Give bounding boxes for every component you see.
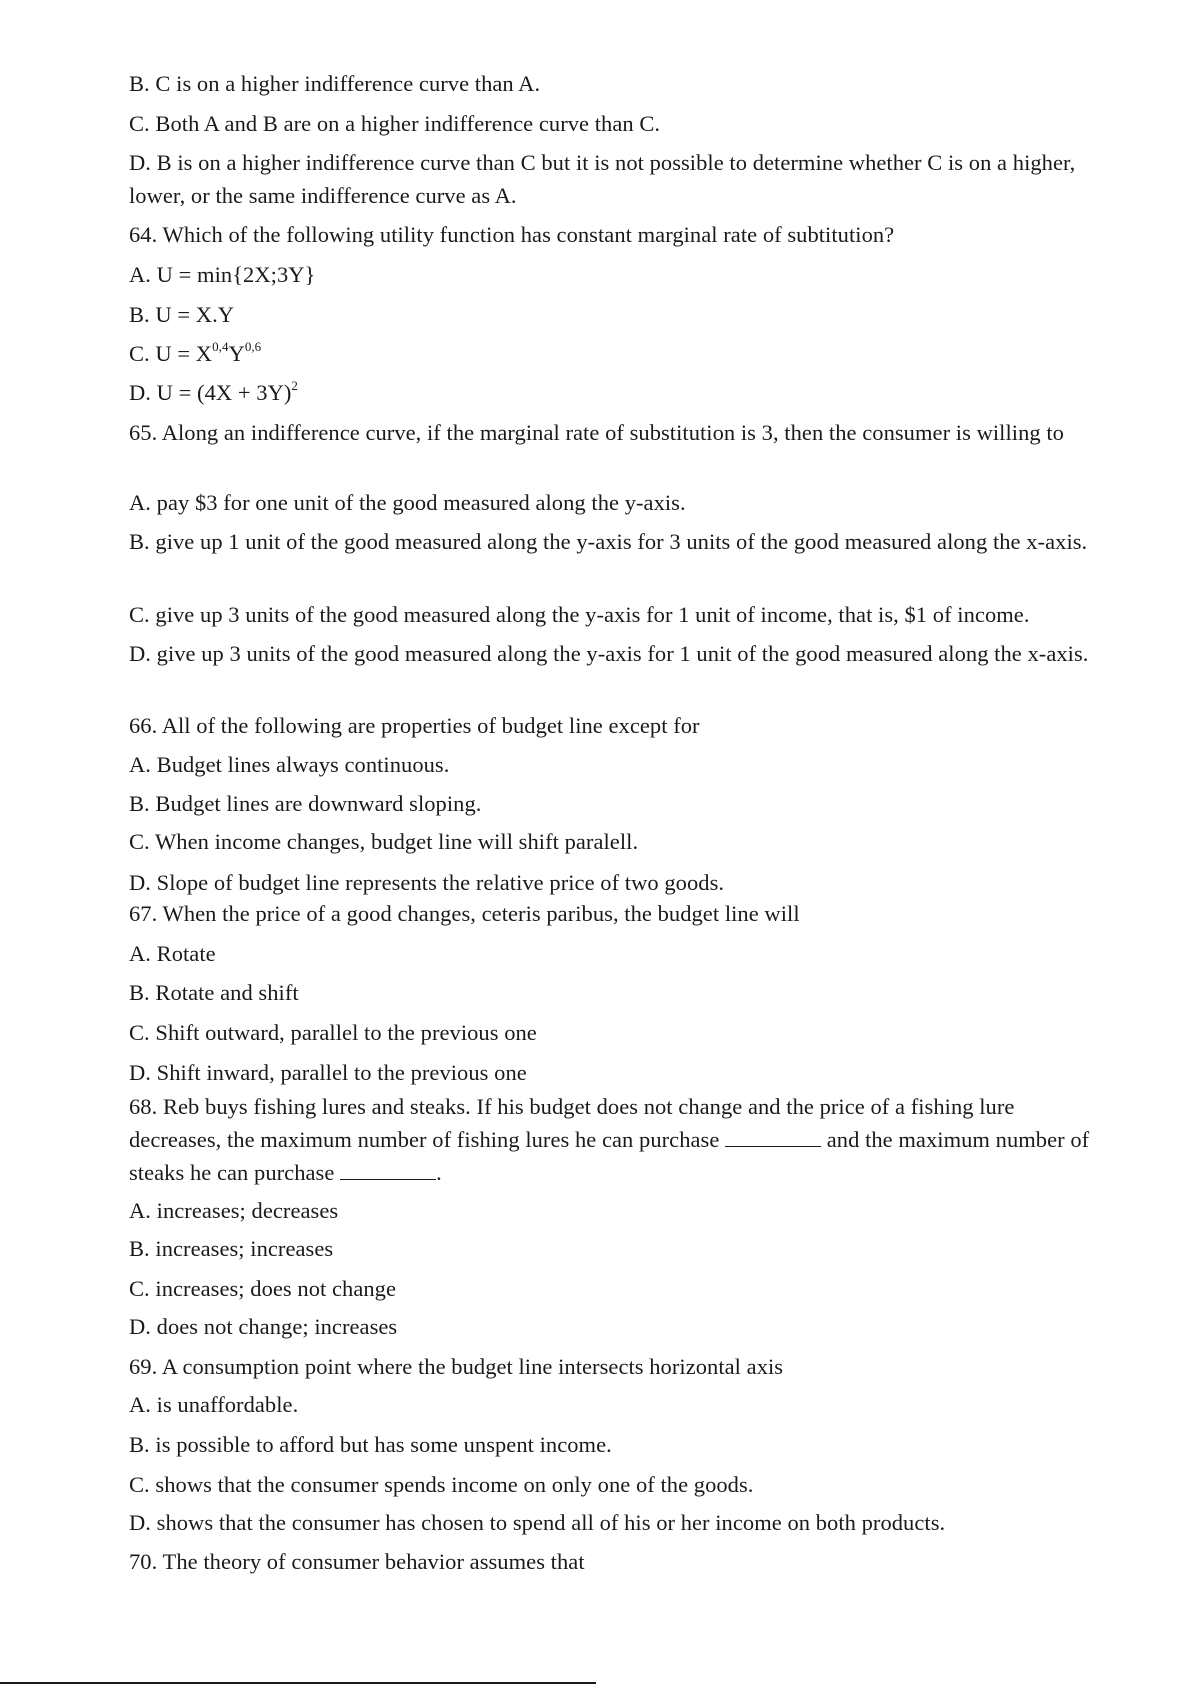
q64-option-c [129, 340, 261, 368]
q68-option-c: C. increases; does not change [129, 1276, 396, 1301]
q68-blank-2 [340, 1161, 436, 1180]
footnote-separator [0, 1682, 596, 1684]
q63-option-c: C. Both A and B are on a higher indifference curve than C. [129, 111, 661, 136]
q63-option-b: B. C is on a higher indifference curve than A. [129, 71, 541, 96]
q70-question: 70. The theory of consumer behavior assumes that [129, 1549, 585, 1574]
q64c-exponent-1: 0,4 [212, 338, 229, 354]
q65-option-a: A. pay $3 for one unit of the good measured along the y-axis. [129, 490, 686, 515]
q64d-prefix: D. U = (4X + 3Y) [129, 380, 292, 405]
q69-option-a: A. is unaffordable. [129, 1392, 299, 1417]
q63-option-d: D. B is on a higher indifference curve than C but it is not possible to determine whether C is on a higher, lower, or the same indifference curve as A. [129, 150, 1076, 208]
q66-option-b: B. Budget lines are downward sloping. [129, 791, 482, 816]
q67-option-b: B. Rotate and shift [129, 980, 299, 1005]
q64-option-b: B. U = X.Y [129, 302, 235, 327]
q64-option-a: A. U = min{2X;3Y} [129, 262, 316, 287]
q66-option-a: A. Budget lines always continuous. [129, 752, 450, 777]
q64c-exponent-2: 0,6 [244, 338, 262, 354]
q68-text-part-1: 68. Reb buys fishing lures and steaks. If his budget does not change and the price of a fishing lure decreases, the maximum number of fishing lures he can purchase [129, 1094, 1015, 1152]
q67-option-a: A. Rotate [129, 941, 216, 966]
q65-option-d: D. give up 3 units of the good measured along the y-axis for 1 unit of the good measured along the x-axis. [129, 641, 1089, 666]
q64-question: 64. Which of the following utility function has constant marginal rate of subtitution? [129, 222, 895, 247]
q68-text-part-3: . [436, 1160, 442, 1185]
q68-option-a: A. increases; decreases [129, 1198, 339, 1223]
q68-option-d: D. does not change; increases [129, 1314, 398, 1339]
q64-option-d [129, 379, 298, 407]
q64c-mid: Y [228, 341, 245, 366]
q67-option-d: D. Shift inward, parallel to the previous one [129, 1060, 527, 1085]
q69-option-c: C. shows that the consumer spends income on only one of the goods. [129, 1472, 754, 1497]
q67-question: 67. When the price of a good changes, ceteris paribus, the budget line will [129, 901, 800, 926]
q64c-prefix: C. U = X [129, 341, 213, 366]
q68-blank-1 [725, 1128, 821, 1147]
q65-option-c: C. give up 3 units of the good measured along the y-axis for 1 unit of income, that is, $1 of income. [129, 602, 1030, 627]
q66-option-d: D. Slope of budget line represents the relative price of two goods. [129, 870, 725, 895]
q65-option-b: B. give up 1 unit of the good measured along the y-axis for 3 units of the good measured along the x-axis. [129, 529, 1088, 554]
q68-option-b: B. increases; increases [129, 1236, 334, 1261]
q69-question: 69. A consumption point where the budget line intersects horizontal axis [129, 1354, 784, 1379]
q69-option-d: D. shows that the consumer has chosen to spend all of his or her income on both products. [129, 1510, 946, 1535]
q68-text-part-2: and the maximum number of steaks he can purchase [129, 1127, 1090, 1185]
q69-option-b: B. is possible to afford but has some unspent income. [129, 1432, 612, 1457]
q64d-exponent: 2 [291, 377, 298, 393]
q66-question: 66. All of the following are properties of budget line except for [129, 713, 700, 738]
q67-option-c: C. Shift outward, parallel to the previous one [129, 1020, 537, 1045]
q68-question [129, 1090, 1104, 1189]
q66-option-c: C. When income changes, budget line will shift paralell. [129, 829, 639, 854]
q65-question: 65. Along an indifference curve, if the marginal rate of substitution is 3, then the consumer is willing to [129, 420, 1064, 445]
